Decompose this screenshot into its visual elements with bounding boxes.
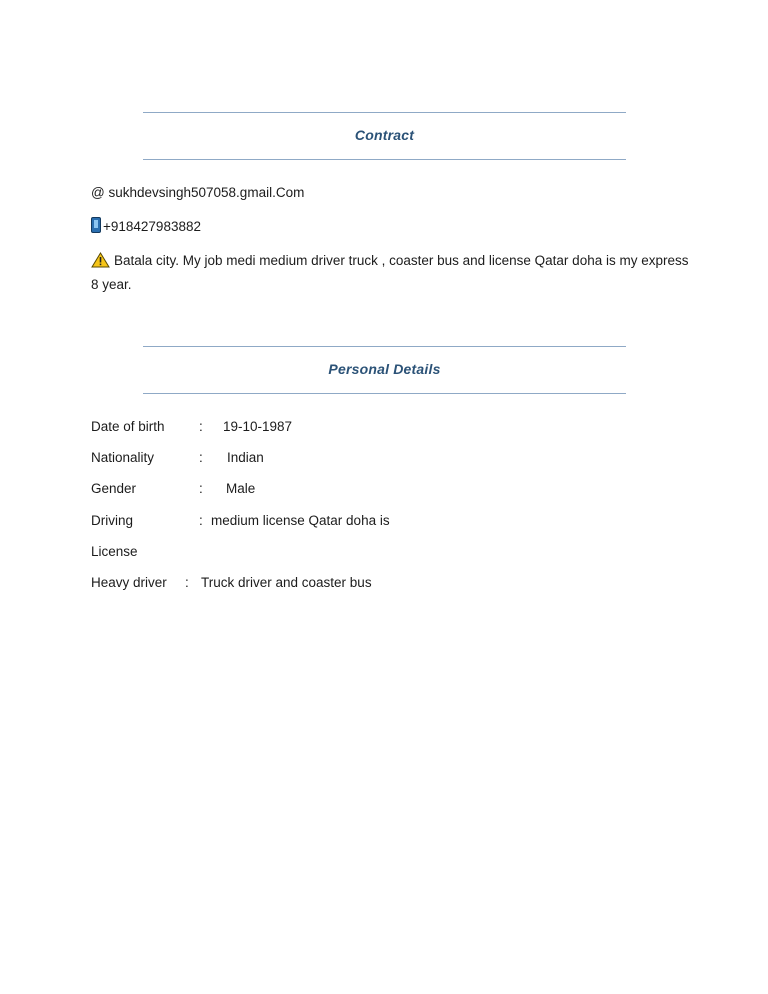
- phone-number: +918427983882: [103, 219, 201, 234]
- detail-colon: :: [199, 450, 203, 465]
- mobile-phone-icon: [91, 217, 101, 233]
- detail-value-nationality: Indian: [227, 450, 264, 465]
- detail-label-dob: Date of birth: [91, 419, 165, 434]
- contact-heading: Contract: [354, 127, 415, 143]
- summary-paragraph: [91, 250, 691, 295]
- personal-top-rule: [143, 346, 626, 347]
- detail-value-gender: Male: [226, 481, 256, 496]
- phone-line: [91, 216, 201, 237]
- detail-label-heavy-driver: Heavy driver: [91, 575, 167, 590]
- detail-label-gender: Gender: [91, 481, 137, 496]
- detail-value-heavy-driver: Truck driver and coaster bus: [201, 575, 372, 590]
- detail-colon: :: [185, 575, 189, 590]
- contact-bottom-rule: [143, 159, 626, 160]
- personal-heading: Personal Details: [328, 361, 441, 377]
- contact-top-rule: [143, 112, 626, 113]
- detail-label-nationality: Nationality: [91, 450, 155, 465]
- detail-colon: :: [199, 419, 203, 434]
- email-line: @ sukhdevsingh507058.gmail.Com: [91, 185, 305, 200]
- warning-icon: [91, 252, 110, 274]
- summary-text: Batala city. My job medi medium driver truck , coaster bus and license Qatar doha is my express 8 year.: [91, 253, 689, 292]
- personal-bottom-rule: [143, 393, 626, 394]
- detail-label-driving: Driving: [91, 513, 134, 528]
- detail-colon: :: [199, 481, 203, 496]
- detail-label-license: License: [91, 544, 138, 559]
- detail-value-driving: medium license Qatar doha is: [211, 513, 390, 528]
- detail-value-dob: 19-10-1987: [223, 419, 293, 434]
- detail-colon: :: [199, 513, 203, 528]
